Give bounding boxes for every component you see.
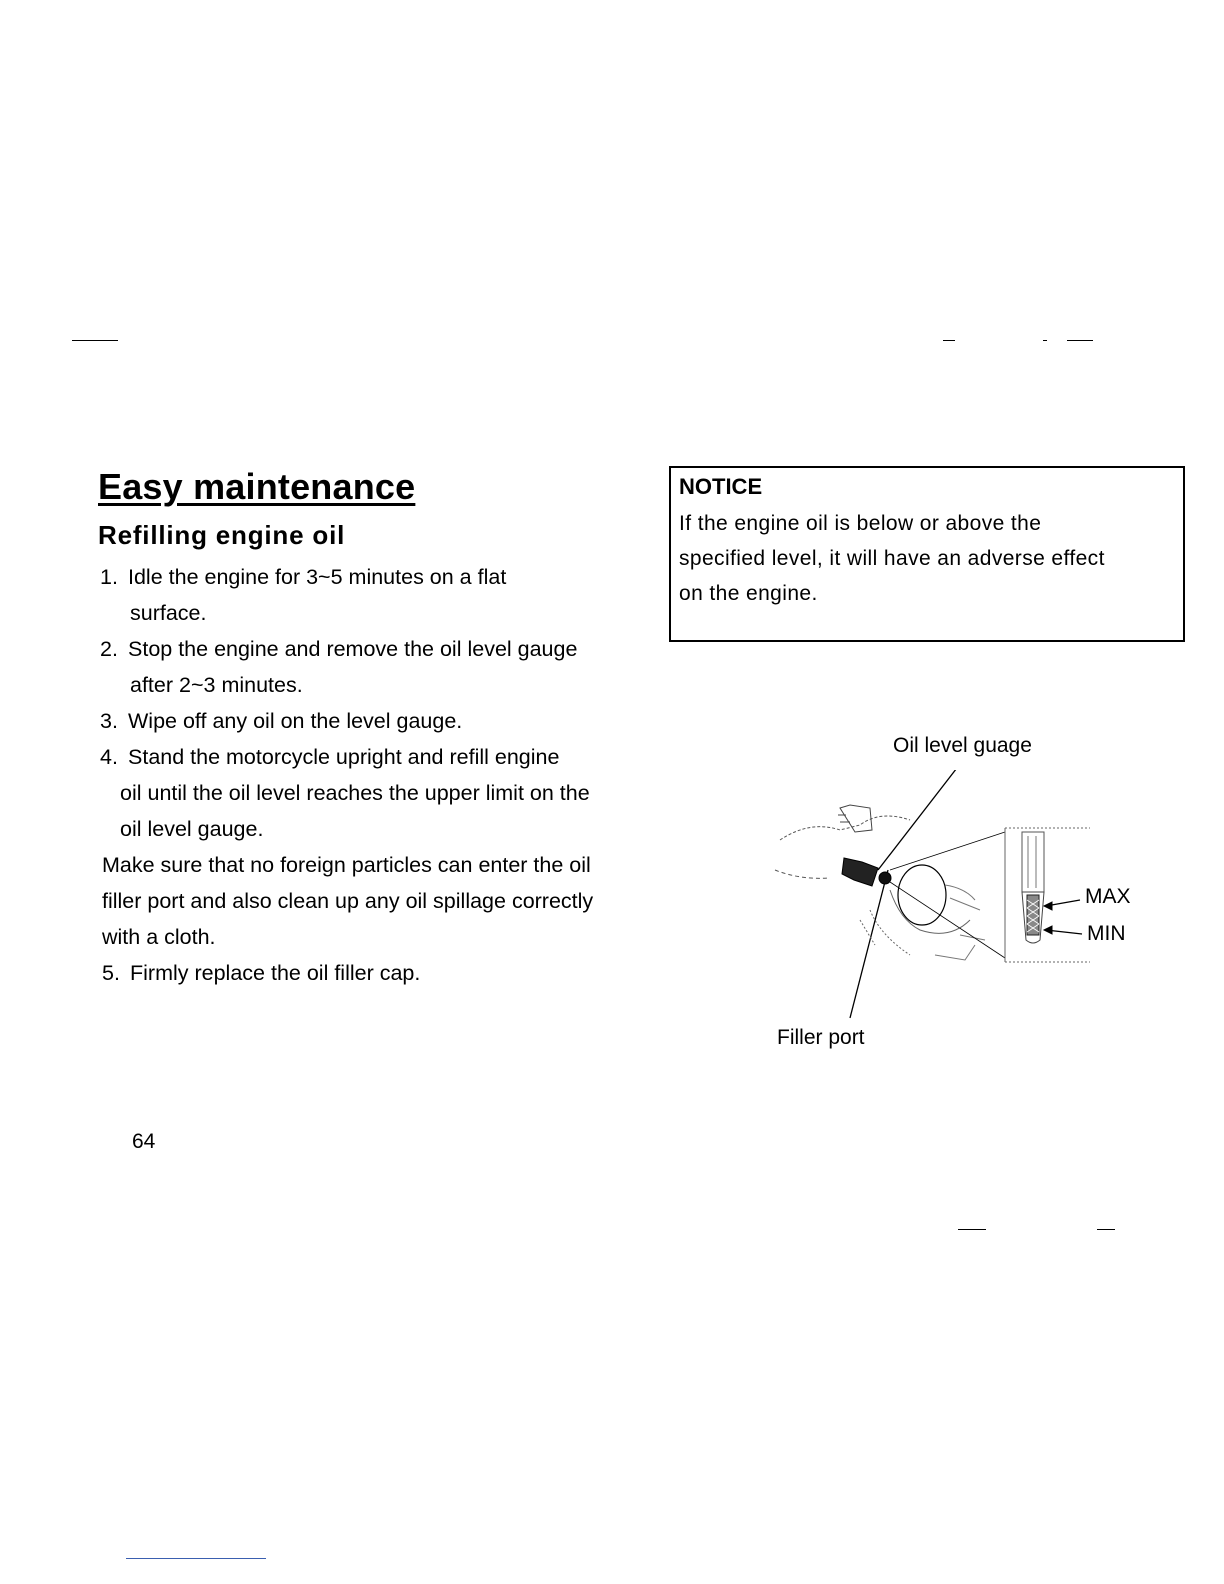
step-text: after 2~3 minutes. xyxy=(130,673,303,697)
step-text: Idle the engine for 3~5 minutes on a flat xyxy=(128,565,507,589)
step-text: Stop the engine and remove the oil level gauge xyxy=(128,637,578,661)
top-rule-right-b xyxy=(1043,340,1047,341)
top-rule-left xyxy=(72,340,118,341)
step-text: Wipe off any oil on the level gauge. xyxy=(128,709,463,733)
step-number: 1. xyxy=(100,565,118,589)
step-number: 3. xyxy=(100,709,118,733)
step-number: 4. xyxy=(100,745,118,769)
notice-text: specified level, it will have an adverse effect xyxy=(679,547,1105,570)
step-text: Firmly replace the oil filler cap. xyxy=(130,961,421,985)
step-number: 5. xyxy=(102,961,120,985)
notice-text: on the engine. xyxy=(679,582,818,605)
step-text: surface. xyxy=(130,601,207,625)
page-number: 64 xyxy=(132,1130,156,1153)
caution-text: filler port and also clean up any oil spillage correctly xyxy=(102,889,594,913)
filler-leader-line xyxy=(850,870,888,1018)
caution-text: with a cloth. xyxy=(102,925,216,949)
filler-port-label: Filler port xyxy=(777,1026,865,1049)
gauge-leader-line xyxy=(878,770,960,870)
oil-level-gauge-label: Oil level guage xyxy=(893,734,1032,757)
caution-text: Make sure that no foreign particles can enter the oil xyxy=(102,853,591,877)
section-title: Refilling engine oil xyxy=(98,520,346,550)
top-rule-right-a xyxy=(943,340,955,341)
step-text: Stand the motorcycle upright and refill engine xyxy=(128,745,560,769)
bottom-rule-right-a xyxy=(958,1229,986,1230)
step-text: oil until the oil level reaches the upper limit on the xyxy=(120,781,590,805)
page-title: Easy maintenance xyxy=(98,466,416,507)
bottom-rule-right-b xyxy=(1097,1229,1115,1230)
step-number: 2. xyxy=(100,637,118,661)
max-label: MAX xyxy=(1085,885,1131,908)
step-text: oil level gauge. xyxy=(120,817,264,841)
notice-box xyxy=(669,466,1185,642)
top-rule-right-c xyxy=(1067,340,1093,341)
footer-rule xyxy=(126,1558,266,1559)
notice-title: NOTICE xyxy=(679,474,763,499)
min-label: MIN xyxy=(1087,922,1126,945)
engine-oil-illustration xyxy=(760,770,1100,1030)
notice-text: If the engine oil is below or above the xyxy=(679,512,1042,535)
